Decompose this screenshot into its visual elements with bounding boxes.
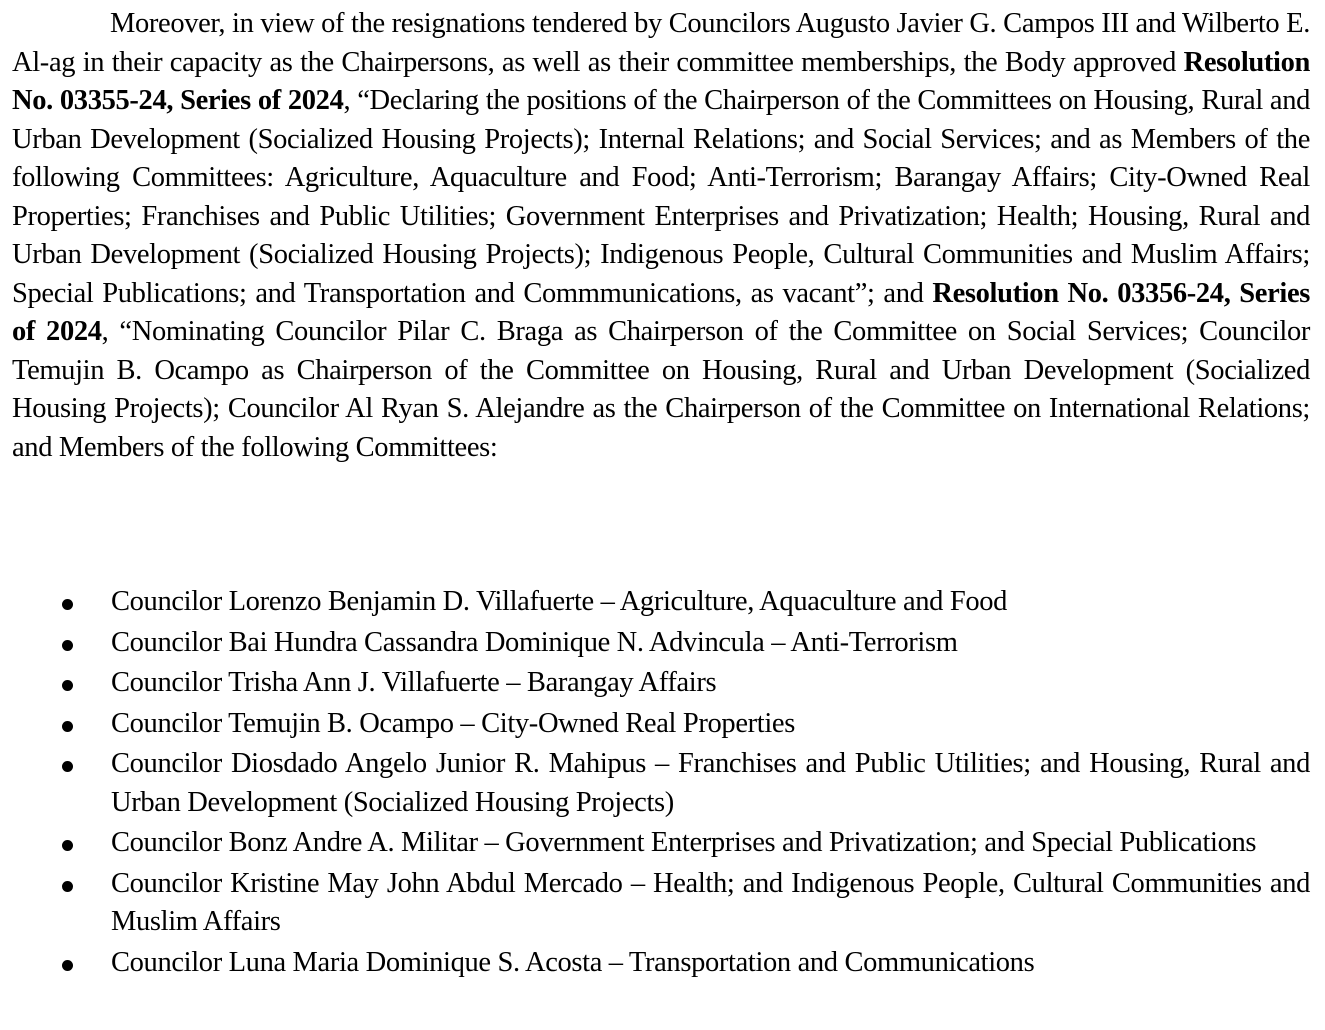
- document-page: [12, 5, 1311, 978]
- member-text: Councilor Temujin B. Ocampo – City-Owned Real Properties: [111, 707, 795, 739]
- bullet-icon: [62, 599, 73, 610]
- list-item: [12, 745, 1310, 822]
- list-item: [12, 944, 1310, 983]
- member-text: Councilor Diosdado Angelo Junior R. Mahipus – Franchises and Public Utilities; and Housing, Rural and Urban Development (Socialized Housing Projects): [111, 748, 1310, 818]
- paragraph-text-2: , “Declaring the positions of the Chairperson of the Committees on Housing, Rural and Urban Development (Socialized Housing Projects); Internal Relations; and Social Services; and as Members of the following Committees: Agriculture, Aquaculture and Food; Anti-Terrorism; Barangay Affairs; City-Owned Real Properties; Franchises and Public Utilities; Government Enterprises and Privatization; Health; Housing, Rural and Urban Development (Socialized Housing Projects); Indigenous People, Cultural Communities and Muslim Affairs; Special Publications; and Transportation and Commmunications, as vacant”; and: [12, 85, 1311, 309]
- member-text: Councilor Bonz Andre A. Militar – Government Enterprises and Privatization; and Special Publications: [111, 827, 1257, 858]
- bullet-icon: [62, 881, 73, 892]
- member-text: Councilor Luna Maria Dominique S. Acosta – Transportation and Communications: [111, 946, 1035, 978]
- paragraph-text-1: Moreover, in view of the resignations tendered by Councilors Augusto Javier G. Campos III and Wilberto E. Al-ag in their capacity as the Chairpersons, as well as their committee memberships, the Body approved: [12, 8, 1310, 78]
- bullet-icon: [62, 680, 73, 691]
- list-item: [12, 583, 1310, 622]
- committee-members-list: [12, 583, 1310, 984]
- resolution-paragraph: [12, 5, 1310, 467]
- list-item: [12, 824, 1310, 863]
- bullet-icon: [62, 960, 73, 971]
- member-text: Councilor Kristine May John Abdul Mercado – Health; and Indigenous People, Cultural Communities and Muslim Affairs: [111, 867, 1310, 937]
- member-text: Councilor Bai Hundra Cassandra Dominique N. Advincula – Anti-Terrorism: [111, 626, 958, 658]
- paragraph-text-3: , “Nominating Councilor Pilar C. Braga as Chairperson of the Committee on Social Services; Councilor Temujin B. Ocampo as Chairperson of the Committee on Housing, Rural and Urban Development (Socialized Housing Projects); Councilor Al Ryan S. Alejandre as the Chairperson of the Committee on International Relations; and Members of the following Committees:: [12, 316, 1310, 463]
- list-item: [12, 664, 1310, 703]
- member-text: Councilor Trisha Ann J. Villafuerte – Barangay Affairs: [111, 667, 717, 698]
- list-item: [12, 705, 1310, 744]
- list-item: [12, 624, 1310, 663]
- member-text: Councilor Lorenzo Benjamin D. Villafuerte – Agriculture, Aquaculture and Food: [111, 586, 1008, 617]
- bullet-icon: [62, 721, 73, 732]
- resolution-03355-title: Resolution No. 03355-24, Series of 2024: [12, 46, 1310, 116]
- bullet-icon: [62, 761, 73, 772]
- resolution-03356-title: Resolution No. 03356-24, Series of 2024: [12, 277, 1310, 347]
- bullet-icon: [62, 840, 73, 851]
- bullet-icon: [62, 640, 73, 651]
- list-item: [12, 865, 1310, 942]
